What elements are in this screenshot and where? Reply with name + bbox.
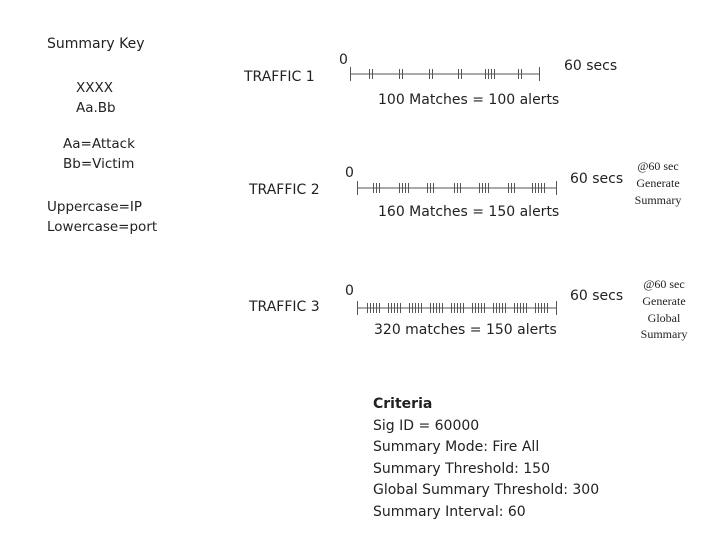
criteria-summary-mode: Summary Mode: Fire All	[373, 439, 540, 456]
traffic-2-note-line: Generate	[636, 175, 680, 190]
criteria-block	[373, 394, 599, 524]
criteria-global-threshold: Global Summary Threshold: 300	[373, 482, 600, 499]
traffic-1-timeline	[350, 64, 540, 84]
traffic-1-result: 100 Matches = 100 alerts	[378, 92, 560, 108]
traffic-3-end: 60 secs	[570, 288, 624, 304]
traffic-3-start: 0	[345, 283, 354, 299]
traffic-1-start: 0	[339, 52, 348, 68]
traffic-1-label: TRAFFIC 1	[244, 69, 315, 85]
traffic-3-note-line: @60 sec	[643, 277, 685, 291]
traffic-1-end: 60 secs	[564, 58, 618, 74]
traffic-2-end: 60 secs	[570, 171, 624, 187]
traffic-3-note	[633, 276, 695, 343]
traffic-3-note-line: Global	[647, 310, 681, 325]
traffic-2-label: TRAFFIC 2	[249, 182, 320, 198]
key-format-bottom: Aa.Bb	[76, 100, 116, 116]
criteria-summary-threshold: Summary Threshold: 150	[373, 460, 550, 477]
traffic-2-start: 0	[345, 165, 354, 181]
key-uppercase: Uppercase=IP	[47, 199, 143, 215]
traffic-3-timeline	[357, 298, 557, 318]
traffic-3-result: 320 matches = 150 alerts	[374, 322, 557, 338]
traffic-2-timeline	[357, 178, 557, 198]
summary-key-title: Summary Key	[47, 36, 145, 52]
traffic-3-label: TRAFFIC 3	[249, 299, 320, 315]
key-lowercase: Lowercase=port	[47, 219, 158, 235]
key-format-top: XXXX	[76, 80, 113, 96]
key-victim: Bb=Victim	[63, 156, 135, 172]
criteria-sig-id: Sig ID = 60000	[373, 417, 480, 434]
traffic-2-note	[628, 158, 688, 208]
traffic-2-note-line: Summary	[634, 192, 682, 207]
criteria-summary-interval: Summary Interval: 60	[373, 503, 526, 520]
traffic-2-result: 160 Matches = 150 alerts	[378, 204, 560, 220]
criteria-title: Criteria	[373, 396, 433, 412]
traffic-3-note-line: Summary	[640, 327, 688, 342]
traffic-3-note-line: Generate	[642, 293, 686, 308]
key-attack: Aa=Attack	[63, 136, 135, 152]
traffic-2-note-line: @60 sec	[637, 159, 679, 173]
